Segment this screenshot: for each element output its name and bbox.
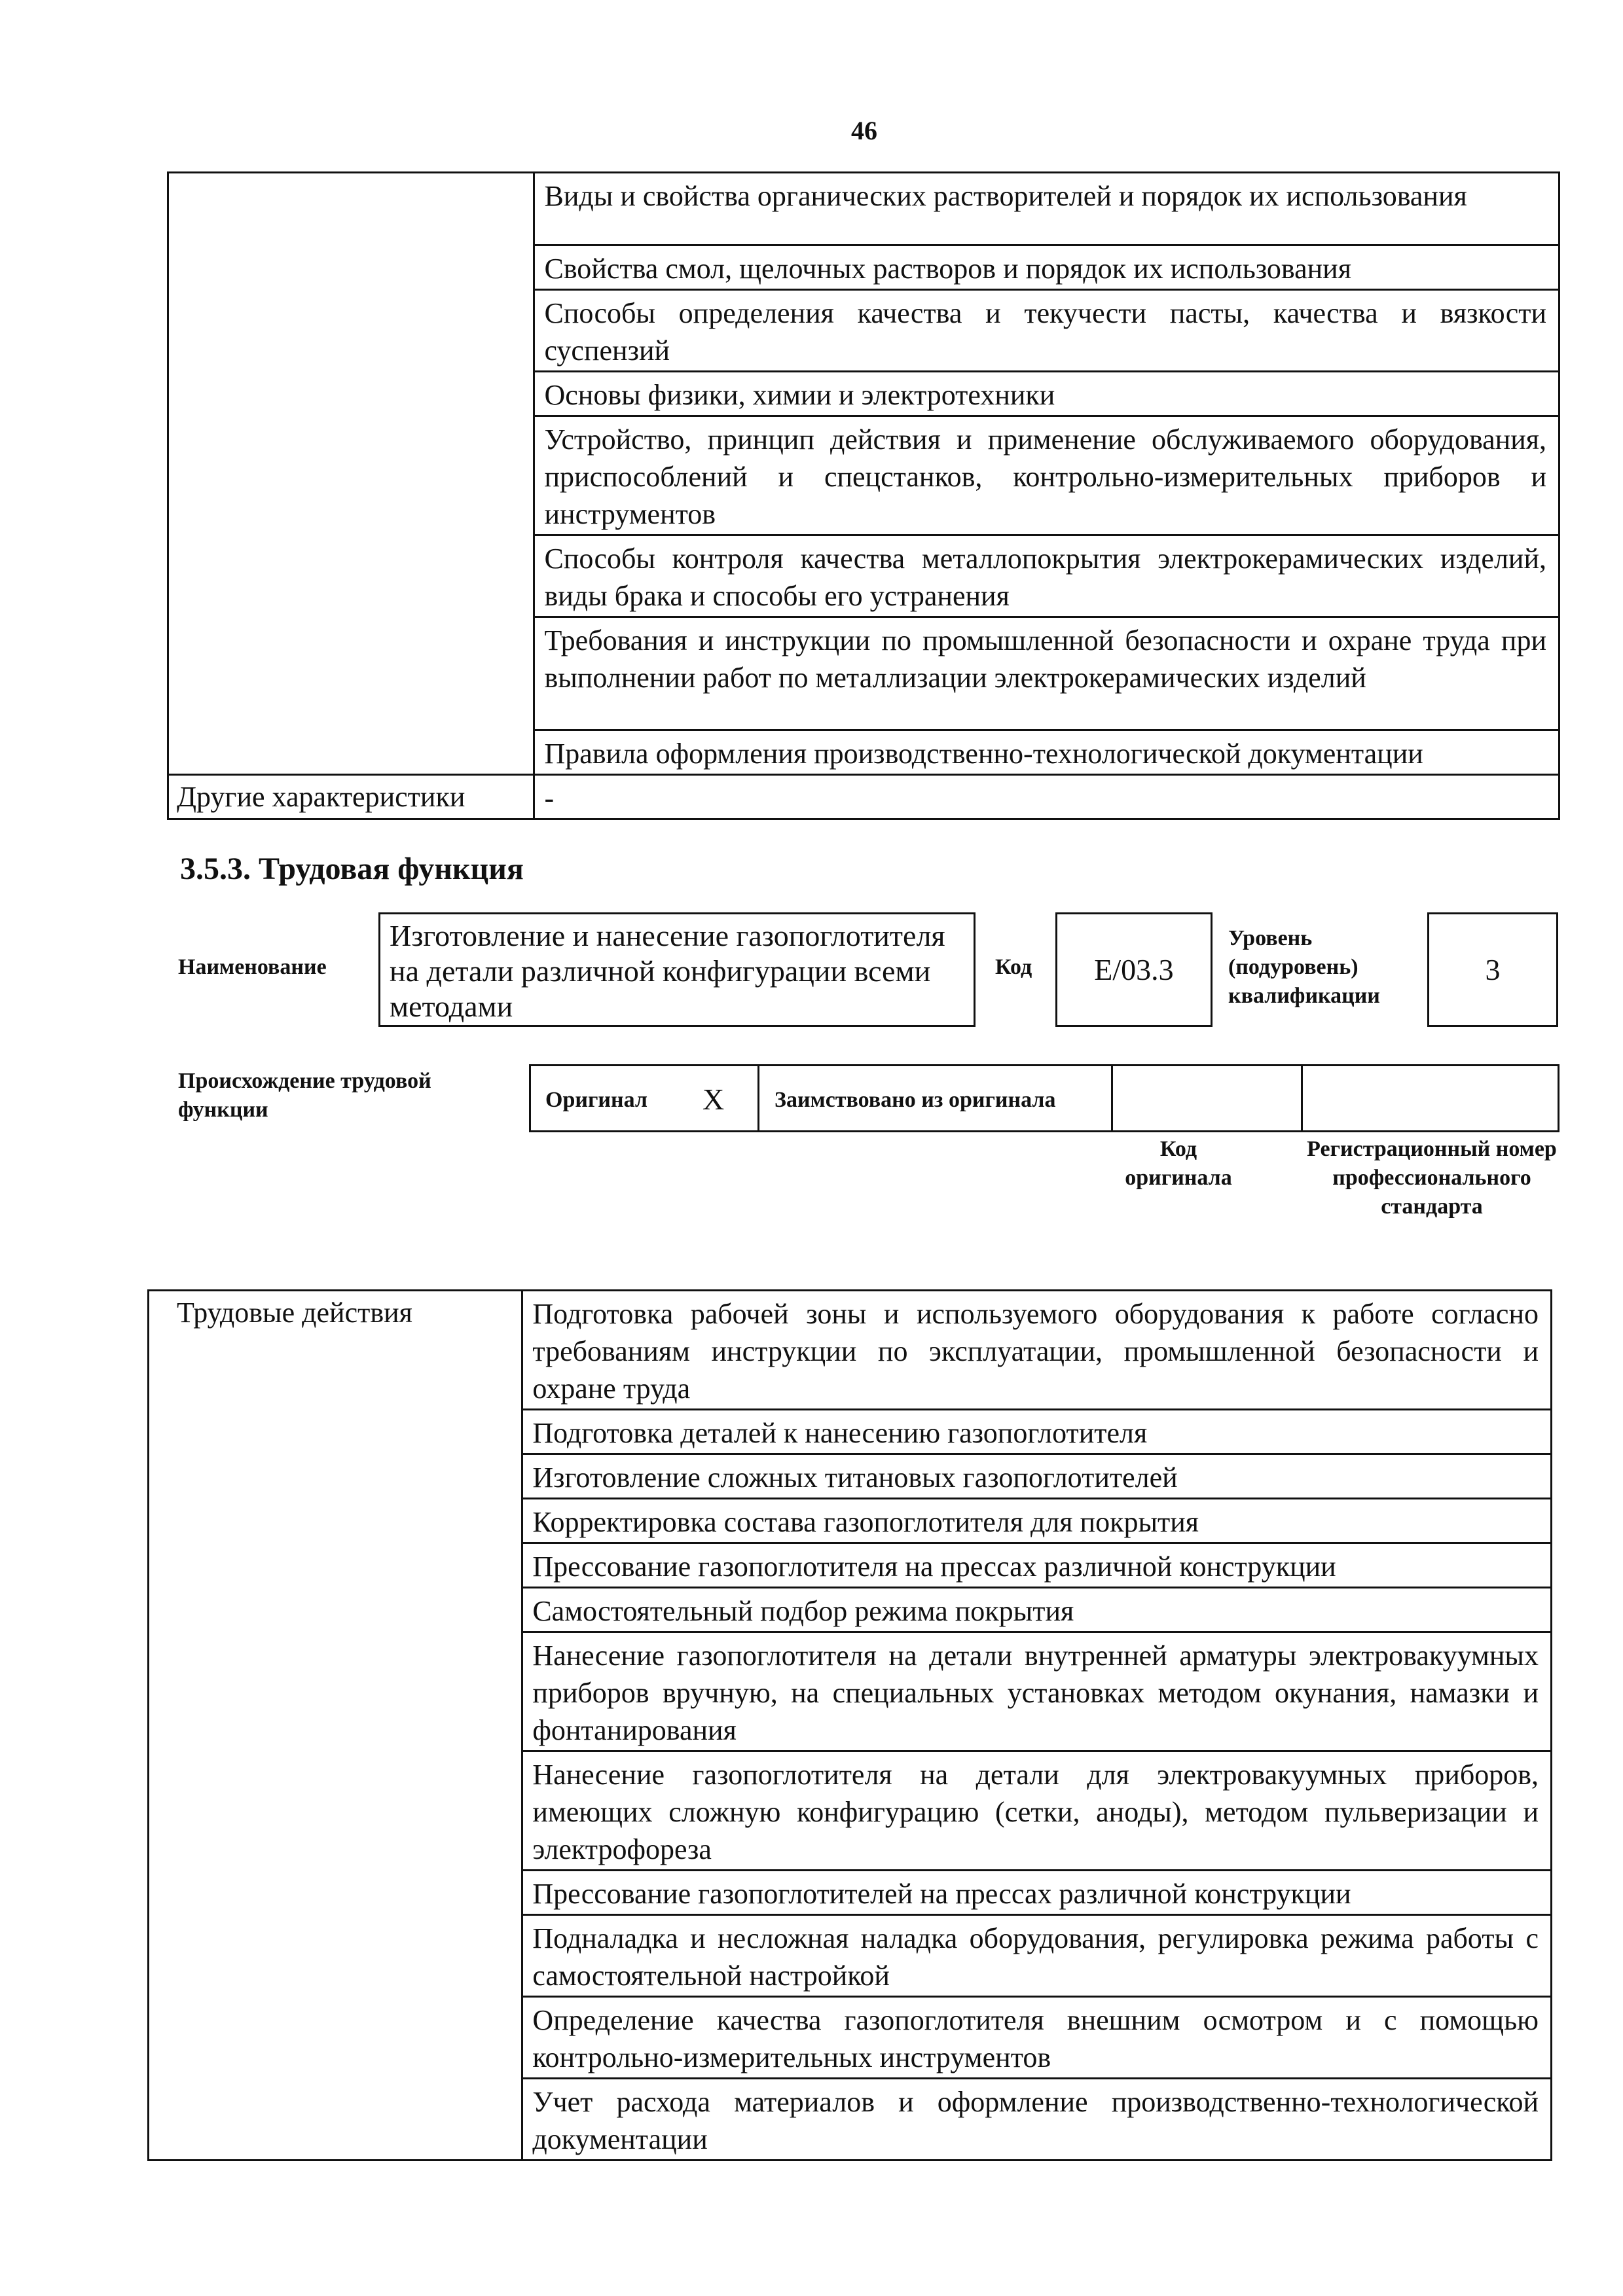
table-cell: Корректировка состава газопоглотителя для покрытия bbox=[532, 1506, 1199, 1538]
function-name-box bbox=[378, 912, 976, 1027]
table-cell: Нанесение газопоглотителя на детали внутренней арматуры электровакуумных приборов вручную, на специальных установках методом окунания, намазки и фонтанирования bbox=[532, 1640, 1539, 1746]
origin-divider bbox=[1111, 1066, 1113, 1130]
origin-divider bbox=[1301, 1066, 1303, 1130]
original-label: Оригинал bbox=[545, 1088, 647, 1112]
table-cell: Свойства смол, щелочных растворов и порядок их использования bbox=[544, 253, 1351, 285]
level-label: Уровень (подуровень) квалификации bbox=[1228, 926, 1380, 1008]
table-cell: Прессование газопоглотителя на прессах различной конструкции bbox=[532, 1551, 1336, 1583]
table-cell: Виды и свойства органических растворителей и порядок их использования bbox=[544, 180, 1467, 212]
other-characteristics-label: Другие характеристики bbox=[177, 781, 465, 813]
page-number: 46 bbox=[851, 116, 877, 145]
section-heading: 3.5.3. Трудовая функция bbox=[180, 852, 524, 886]
other-characteristics-value: - bbox=[544, 782, 555, 814]
code-original-caption: Код оригинала bbox=[1125, 1137, 1232, 1190]
labor-actions-table bbox=[147, 1289, 1552, 2161]
code-box bbox=[1055, 912, 1213, 1027]
code-value: E/03.3 bbox=[1094, 953, 1174, 986]
name-label: Наименование bbox=[178, 955, 327, 979]
table-row bbox=[149, 1291, 1552, 1410]
top-left-cell bbox=[168, 173, 534, 775]
table-cell: Требования и инструкции по промышленной безопасности и охране труда при выполнении работ по металлизации электрокерамических изделий bbox=[544, 624, 1546, 694]
table-cell: Самостоятельный подбор режима покрытия bbox=[532, 1595, 1074, 1627]
table-cell: Нанесение газопоглотителя на детали для электровакуумных приборов, имеющих сложную конфигурацию (сетки, аноды), методом пульверизации и электрофореза bbox=[532, 1759, 1539, 1865]
table-cell: Способы контроля качества металлопокрытия электрокерамических изделий, виды брака и способы его устранения bbox=[544, 543, 1546, 612]
table-cell: Основы физики, химии и электротехники bbox=[544, 379, 1055, 411]
code-label: Код bbox=[995, 955, 1032, 979]
table-cell: Устройство, принцип действия и применение обслуживаемого оборудования, приспособлений и спецстанков, контрольно-измерительных приборов и инструментов bbox=[544, 423, 1546, 530]
level-value: 3 bbox=[1485, 953, 1501, 986]
table-cell: Подналадка и несложная наладка оборудования, регулировка режима работы с самостоятельной настройкой bbox=[532, 1922, 1539, 1992]
table-row bbox=[168, 173, 1559, 245]
table-cell: Изготовление сложных титановых газопоглотителей bbox=[532, 1462, 1178, 1494]
borrowed-label: Заимствовано из оригинала bbox=[775, 1088, 1056, 1112]
table-cell: Определение качества газопоглотителя внешним осмотром и с помощью контрольно-измерительных инструментов bbox=[532, 2004, 1539, 2073]
reg-number-caption: Регистрационный номер профессионального стандарта bbox=[1307, 1137, 1557, 1219]
level-box bbox=[1427, 912, 1558, 1027]
table-cell: Подготовка рабочей зоны и используемого оборудования к работе согласно требованиям инструкции по эксплуатации, промышленной безопасности и охране труда bbox=[532, 1298, 1539, 1405]
table-cell: Правила оформления производственно-технологической документации bbox=[544, 738, 1423, 770]
labor-actions-label: Трудовые действия bbox=[177, 1297, 412, 1329]
top-knowledge-table bbox=[167, 171, 1560, 820]
origin-divider bbox=[757, 1066, 759, 1130]
table-cell: Способы определения качества и текучести пасты, качества и вязкости суспензий bbox=[544, 297, 1546, 367]
table-cell: Подготовка деталей к нанесению газопоглотителя bbox=[532, 1417, 1148, 1449]
table-cell: Учет расхода материалов и оформление производственно-технологической документации bbox=[532, 2086, 1539, 2155]
original-mark: X bbox=[702, 1083, 725, 1116]
table-cell: Прессование газопоглотителей на прессах различной конструкции bbox=[532, 1878, 1351, 1910]
origin-label: Происхождение трудовой функции bbox=[178, 1069, 431, 1122]
origin-row bbox=[529, 1064, 1559, 1132]
function-name-value: Изготовление и нанесение газопоглотителя на детали различной конфигурации всеми методами bbox=[390, 919, 945, 1023]
table-row bbox=[168, 775, 1559, 819]
